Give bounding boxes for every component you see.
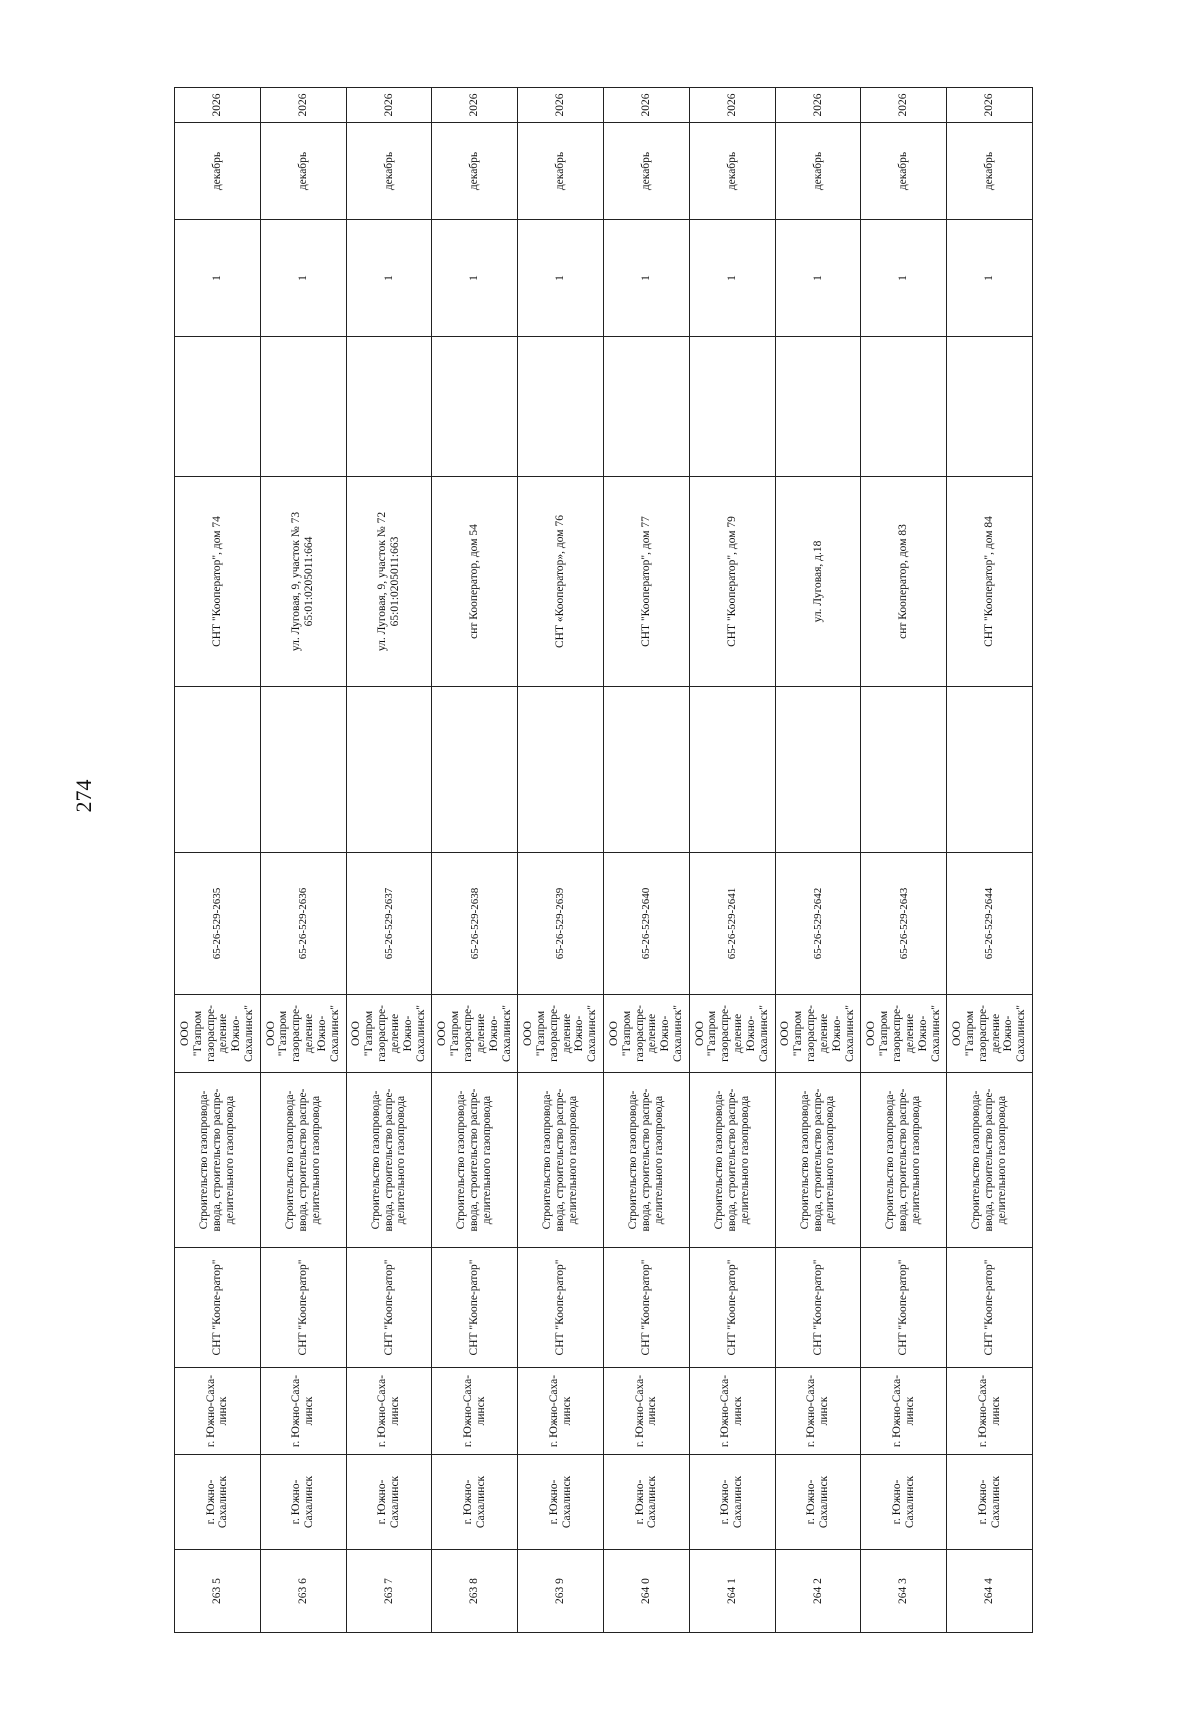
table-row [260, 88, 346, 1633]
cell-qty: 1 [260, 220, 346, 337]
cell-month: декабрь [775, 123, 861, 220]
cell-org: ООО "Газпром газораспре-деление Южно-Сахалинск" [861, 995, 947, 1073]
cell-address: СНТ "Кооператор", дом 84 [947, 477, 1033, 687]
cell-org: ООО "Газпром газораспре-деление Южно-Сахалинск" [775, 995, 861, 1073]
cell-code: 65-26-529-2642 [775, 853, 861, 995]
cell-address: ул. Луговая, 9, участок № 72 65:01:0205011:663 [346, 477, 432, 687]
cell-empty2 [947, 337, 1033, 477]
cell-empty1 [432, 687, 518, 853]
cell-n: 263 6 [260, 1550, 346, 1633]
cell-org: ООО "Газпром газораспре-деление Южно-Сахалинск" [260, 995, 346, 1073]
cell-qty: 1 [947, 220, 1033, 337]
cell-year: 2026 [346, 88, 432, 123]
cell-object: СНТ "Коопе-ратор" [775, 1248, 861, 1368]
cell-year: 2026 [861, 88, 947, 123]
cell-empty2 [689, 337, 775, 477]
cell-empty2 [775, 337, 861, 477]
cell-object: СНТ "Коопе-ратор" [175, 1248, 261, 1368]
cell-qty: 1 [861, 220, 947, 337]
table-row [861, 88, 947, 1633]
cell-n: 263 7 [346, 1550, 432, 1633]
cell-qty: 1 [775, 220, 861, 337]
cell-qty: 1 [689, 220, 775, 337]
cell-object: СНТ "Коопе-ратор" [346, 1248, 432, 1368]
cell-n: 264 2 [775, 1550, 861, 1633]
cell-qty: 1 [346, 220, 432, 337]
cell-settlement: г. Южно-Сахалинск [689, 1455, 775, 1550]
cell-object: СНТ "Коопе-ратор" [689, 1248, 775, 1368]
cell-org: ООО "Газпром газораспре-деление Южно-Сахалинск" [689, 995, 775, 1073]
cell-empty2 [861, 337, 947, 477]
cell-settlement: г. Южно-Сахалинск [861, 1455, 947, 1550]
cell-work: Строительство газопровода-ввода, строительство распре-делительного газопровода [689, 1073, 775, 1248]
cell-month: декабрь [947, 123, 1033, 220]
cell-n: 264 0 [603, 1550, 689, 1633]
cell-qty: 1 [518, 220, 604, 337]
cell-empty1 [689, 687, 775, 853]
cell-district: г. Южно-Саха-линск [346, 1368, 432, 1455]
cell-district: г. Южно-Саха-линск [518, 1368, 604, 1455]
table-row [175, 88, 261, 1633]
cell-n: 264 3 [861, 1550, 947, 1633]
cell-object: СНТ "Коопе-ратор" [518, 1248, 604, 1368]
cell-work: Строительство газопровода-ввода, строительство распре-делительного газопровода [432, 1073, 518, 1248]
cell-code: 65-26-529-2637 [346, 853, 432, 995]
cell-qty: 1 [603, 220, 689, 337]
page-number: 274 [71, 779, 96, 813]
table-row [947, 88, 1033, 1633]
table-row [603, 88, 689, 1633]
cell-object: СНТ "Коопе-ратор" [260, 1248, 346, 1368]
cell-address: СНТ «Кооператор», дом 76 [518, 477, 604, 687]
cell-address: СНТ "Кооператор", дом 79 [689, 477, 775, 687]
cell-month: декабрь [432, 123, 518, 220]
table-body [175, 88, 1033, 1633]
cell-code: 65-26-529-2644 [947, 853, 1033, 995]
cell-month: декабрь [346, 123, 432, 220]
cell-n: 264 1 [689, 1550, 775, 1633]
cell-org: ООО "Газпром газораспре-деление Южно-Сахалинск" [947, 995, 1033, 1073]
cell-district: г. Южно-Саха-линск [432, 1368, 518, 1455]
cell-object: СНТ "Коопе-ратор" [947, 1248, 1033, 1368]
cell-month: декабрь [861, 123, 947, 220]
cell-district: г. Южно-Саха-линск [689, 1368, 775, 1455]
cell-work: Строительство газопровода-ввода, строительство распре-делительного газопровода [861, 1073, 947, 1248]
cell-code: 65-26-529-2636 [260, 853, 346, 995]
cell-empty1 [346, 687, 432, 853]
gas-connection-table-wrapper [174, 88, 1032, 1633]
cell-settlement: г. Южно-Сахалинск [260, 1455, 346, 1550]
cell-year: 2026 [689, 88, 775, 123]
cell-n: 263 9 [518, 1550, 604, 1633]
cell-district: г. Южно-Саха-линск [260, 1368, 346, 1455]
cell-month: декабрь [175, 123, 261, 220]
table-row [518, 88, 604, 1633]
cell-empty1 [175, 687, 261, 853]
cell-year: 2026 [518, 88, 604, 123]
cell-empty1 [861, 687, 947, 853]
gas-connection-table [174, 87, 1033, 1633]
cell-n: 263 5 [175, 1550, 261, 1633]
cell-settlement: г. Южно-Сахалинск [603, 1455, 689, 1550]
cell-district: г. Южно-Саха-линск [947, 1368, 1033, 1455]
cell-settlement: г. Южно-Сахалинск [947, 1455, 1033, 1550]
cell-address: ул. Луговая, д.18 [775, 477, 861, 687]
cell-address: снт Кооператор, дом 54 [432, 477, 518, 687]
cell-empty2 [603, 337, 689, 477]
cell-district: г. Южно-Саха-линск [775, 1368, 861, 1455]
cell-settlement: г. Южно-Сахалинск [175, 1455, 261, 1550]
cell-work: Строительство газопровода-ввода, строительство распре-делительного газопровода [518, 1073, 604, 1248]
cell-work: Строительство газопровода-ввода, строительство распре-делительного газопровода [775, 1073, 861, 1248]
cell-org: ООО "Газпром газораспре-деление Южно-Сахалинск" [346, 995, 432, 1073]
cell-district: г. Южно-Саха-линск [603, 1368, 689, 1455]
cell-empty1 [775, 687, 861, 853]
cell-settlement: г. Южно-Сахалинск [346, 1455, 432, 1550]
cell-object: СНТ "Коопе-ратор" [861, 1248, 947, 1368]
cell-month: декабрь [260, 123, 346, 220]
table-row [432, 88, 518, 1633]
cell-address: СНТ "Кооператор", дом 77 [603, 477, 689, 687]
cell-code: 65-26-529-2638 [432, 853, 518, 995]
cell-empty2 [346, 337, 432, 477]
cell-qty: 1 [432, 220, 518, 337]
cell-object: СНТ "Коопе-ратор" [603, 1248, 689, 1368]
cell-org: ООО "Газпром газораспре-деление Южно-Сахалинск" [603, 995, 689, 1073]
cell-code: 65-26-529-2635 [175, 853, 261, 995]
cell-settlement: г. Южно-Сахалинск [432, 1455, 518, 1550]
cell-month: декабрь [689, 123, 775, 220]
cell-org: ООО "Газпром газораспре-деление Южно-Сахалинск" [518, 995, 604, 1073]
cell-n: 264 4 [947, 1550, 1033, 1633]
cell-work: Строительство газопровода-ввода, строительство распре-делительного газопровода [947, 1073, 1033, 1248]
cell-code: 65-26-529-2641 [689, 853, 775, 995]
cell-work: Строительство газопровода-ввода, строительство распре-делительного газопровода [260, 1073, 346, 1248]
cell-empty2 [432, 337, 518, 477]
cell-qty: 1 [175, 220, 261, 337]
cell-year: 2026 [260, 88, 346, 123]
cell-empty1 [603, 687, 689, 853]
cell-org: ООО "Газпром газораспре-деление Южно-Сахалинск" [432, 995, 518, 1073]
cell-code: 65-26-529-2639 [518, 853, 604, 995]
cell-address: СНТ "Кооператор", дом 74 [175, 477, 261, 687]
table-row [689, 88, 775, 1633]
cell-empty2 [260, 337, 346, 477]
cell-code: 65-26-529-2640 [603, 853, 689, 995]
cell-org: ООО "Газпром газораспре-деление Южно-Сахалинск" [175, 995, 261, 1073]
cell-code: 65-26-529-2643 [861, 853, 947, 995]
cell-address: ул. Луговая, 9, участок № 73 65:01:0205011:664 [260, 477, 346, 687]
cell-year: 2026 [432, 88, 518, 123]
table-row [346, 88, 432, 1633]
cell-work: Строительство газопровода-ввода, строительство распре-делительного газопровода [175, 1073, 261, 1248]
cell-empty1 [260, 687, 346, 853]
cell-address: снт Кооператор, дом 83 [861, 477, 947, 687]
cell-settlement: г. Южно-Сахалинск [518, 1455, 604, 1550]
cell-year: 2026 [947, 88, 1033, 123]
table-row [775, 88, 861, 1633]
cell-empty2 [175, 337, 261, 477]
cell-empty2 [518, 337, 604, 477]
cell-empty1 [947, 687, 1033, 853]
cell-settlement: г. Южно-Сахалинск [775, 1455, 861, 1550]
cell-empty1 [518, 687, 604, 853]
cell-year: 2026 [603, 88, 689, 123]
cell-district: г. Южно-Саха-линск [861, 1368, 947, 1455]
cell-district: г. Южно-Саха-линск [175, 1368, 261, 1455]
cell-work: Строительство газопровода-ввода, строительство распре-делительного газопровода [603, 1073, 689, 1248]
cell-year: 2026 [775, 88, 861, 123]
cell-month: декабрь [603, 123, 689, 220]
cell-object: СНТ "Коопе-ратор" [432, 1248, 518, 1368]
cell-month: декабрь [518, 123, 604, 220]
cell-work: Строительство газопровода-ввода, строительство распре-делительного газопровода [346, 1073, 432, 1248]
cell-year: 2026 [175, 88, 261, 123]
cell-n: 263 8 [432, 1550, 518, 1633]
